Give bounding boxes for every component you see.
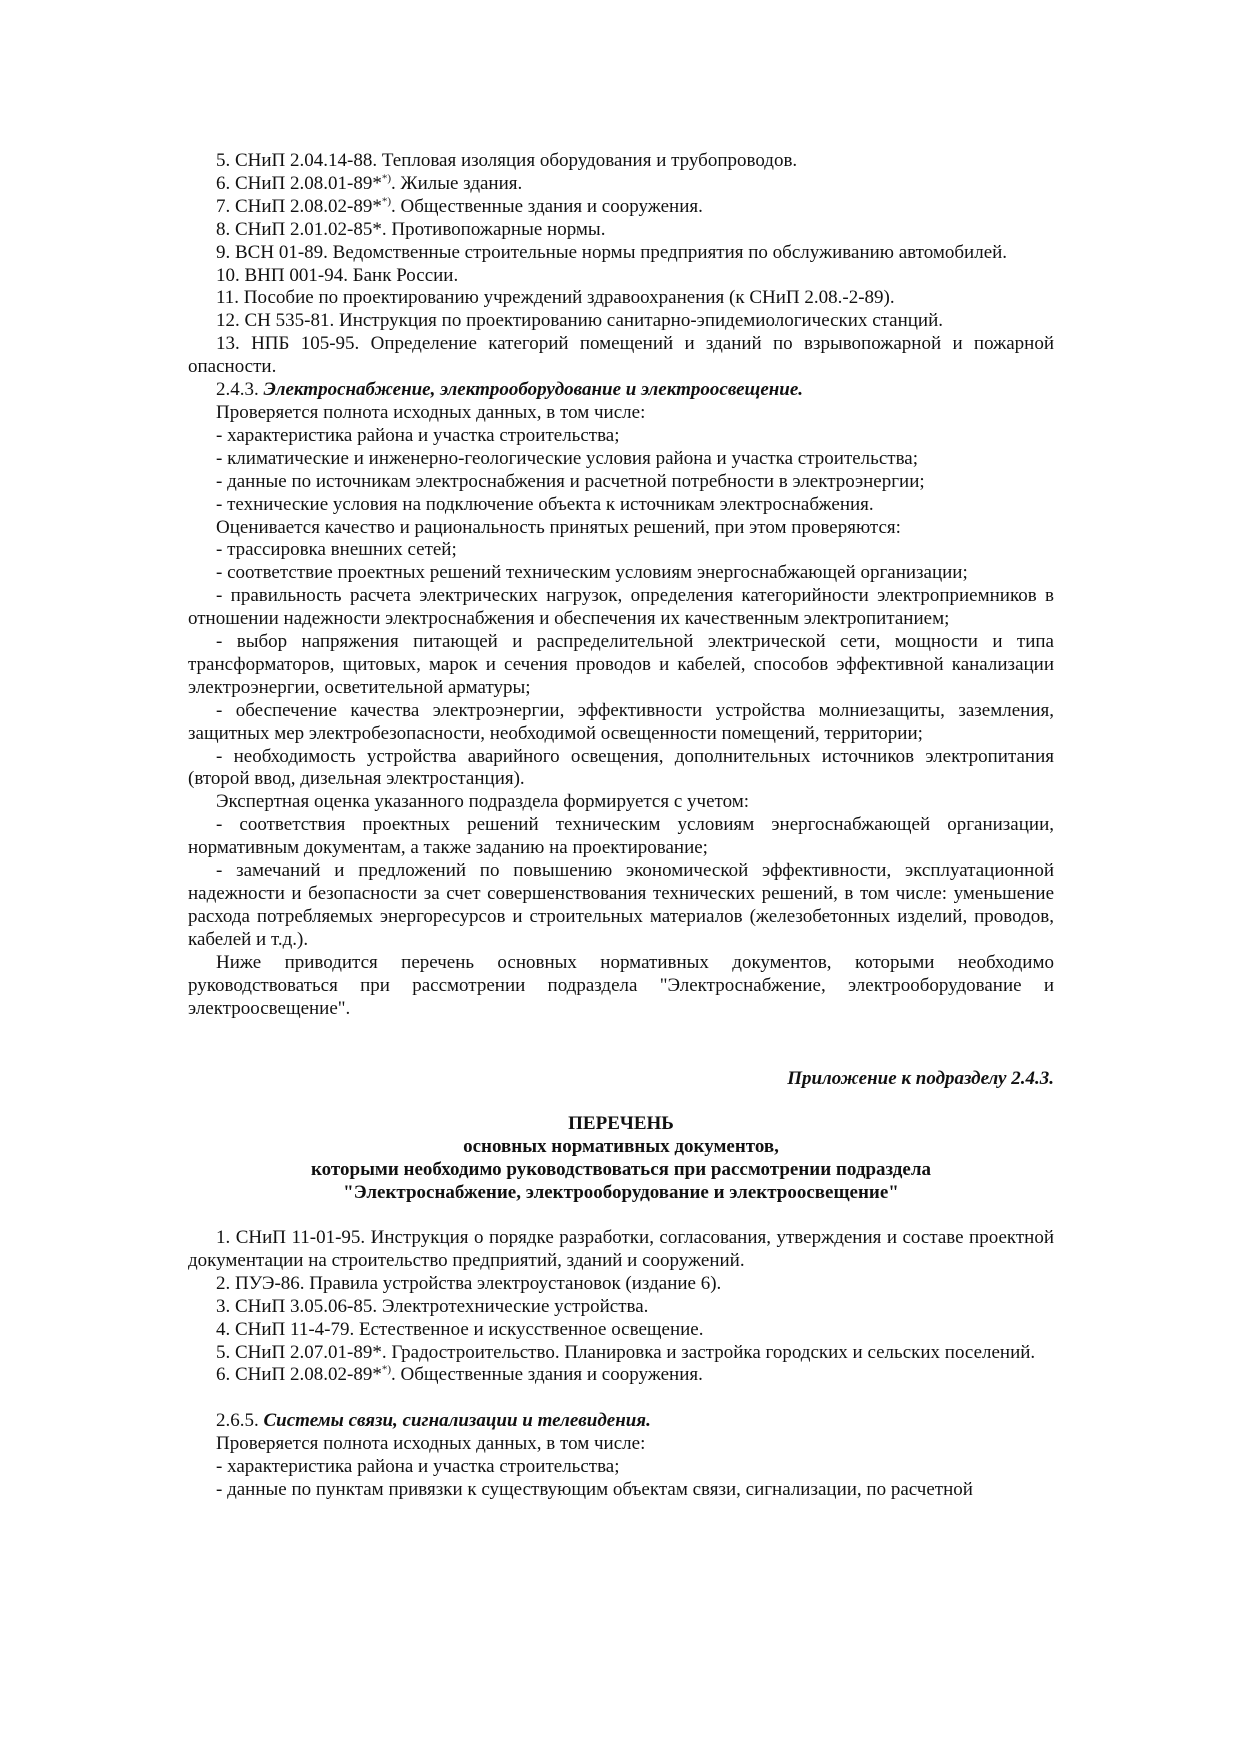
appendix-subheading: основных нормативных документов, [463, 1136, 779, 1158]
section-title: Системы связи, сигнализации и телевидения. [263, 1410, 651, 1432]
paragraph: Оценивается качество и рациональность принятых решений, при этом проверяются: [216, 516, 901, 538]
section-title: Электроснабжение, электрооборудование и электроосвещение. [263, 379, 804, 401]
list-item: 7. СНиП 2.08.02-89**). Общественные здания и сооружения. [216, 195, 703, 217]
list-item: - данные по пунктам привязки к существующим объектам связи, сигнализации, по расчетной [216, 1479, 973, 1501]
list-item: 6. СНиП 2.08.02-89**). Общественные здания и сооружения. [216, 1364, 703, 1386]
list-item: - трассировка внешних сетей; [216, 539, 457, 561]
paragraph: Проверяется полнота исходных данных, в том числе: [216, 1433, 646, 1455]
list-item: 4. СНиП 11-4-79. Естественное и искусственное освещение. [216, 1318, 704, 1340]
appendix-label: Приложение к подразделу 2.4.3. [787, 1068, 1054, 1090]
list-item: - необходимость устройства аварийного освещения, дополнительных источников электропитания (второй ввод, дизельная электростанция). [188, 745, 1054, 790]
list-item: 3. СНиП 3.05.06-85. Электротехнические устройства. [216, 1295, 649, 1317]
list-item: - выбор напряжения питающей и распределительной электрической сети, мощности и типа трансформаторов, щитовых, марок и сечения проводов и кабелей, способов эффективной канализации электроэнергии, осветительной арматуры; [188, 631, 1054, 698]
normative-list-top [188, 150, 1054, 379]
list-item: - обеспечение качества электроэнергии, эффективности устройства молниезащиты, заземления, защитных мер электробезопасности, необходимой освещенности помещений, территории; [188, 699, 1054, 744]
list-item: - климатические и инженерно-геологические условия района и участка строительства; [216, 447, 918, 469]
list-item: - правильность расчета электрических нагрузок, определения категорийности электроприемников в отношении надежности электроснабжения и обеспечения их качественным электропитанием; [188, 585, 1054, 630]
list-item: 5. СНиП 2.04.14-88. Тепловая изоляция оборудования и трубопроводов. [216, 150, 798, 171]
paragraph: Проверяется полнота исходных данных, в том числе: [216, 401, 646, 423]
document-page [188, 150, 1054, 1502]
list-item: 13. НПБ 105-95. Определение категорий помещений и зданий по взрывопожарной и пожарной опасности. [188, 333, 1055, 378]
list-item: 6. СНиП 2.08.01-89**). Жилые здания. [216, 172, 523, 194]
appendix-heading: ПЕРЕЧЕНЬ [568, 1113, 674, 1135]
list-item: 2. ПУЭ-86. Правила устройства электроустановок (издание 6). [216, 1272, 722, 1294]
list-item: 5. СНиП 2.07.01-89*. Градостроительство. Планировка и застройка городских и сельских поселений. [216, 1341, 1036, 1363]
section-heading: 2.4.3. Электроснабжение, электрооборудование и электроосвещение. [216, 379, 804, 401]
list-item: 10. ВНП 001-94. Банк России. [216, 264, 459, 286]
list-item: - характеристика района и участка строительства; [216, 1456, 620, 1478]
appendix [188, 1068, 1054, 1387]
paragraph: Экспертная оценка указанного подраздела формируется с учетом: [216, 791, 750, 813]
section-heading: 2.6.5. Системы связи, сигнализации и телевидения. [216, 1410, 651, 1432]
list-item: 12. СН 535-81. Инструкция по проектированию санитарно-эпидемиологических станций. [216, 310, 944, 332]
list-item: - соответствия проектных решений техническим условиям энергоснабжающей организации, нормативным документам, а также заданию на проектирование; [188, 814, 1054, 859]
appendix-subheading: которыми необходимо руководствоваться при рассмотрении подраздела [310, 1159, 932, 1181]
list-item: - характеристика района и участка строительства; [216, 424, 620, 446]
list-item: - замечаний и предложений по повышению экономической эффективности, эксплуатационной надежности и безопасности за счет совершенствования технических решений, в том числе: уменьшение расхода потребляемых энергоресурсов и строительных материалов (железобетонных изделий, проводов, кабелей и т.д.). [188, 860, 1054, 950]
list-item: - данные по источникам электроснабжения и расчетной потребности в электроэнергии; [216, 470, 925, 492]
paragraph: Ниже приводится перечень основных нормативных документов, которыми необходимо руководствоваться при рассмотрении подраздела "Электроснабжение, электрооборудование и электроосвещение". [188, 951, 1054, 1019]
list-item: 11. Пособие по проектированию учреждений здравоохранения (к СНиП 2.08.-2-89). [216, 287, 895, 309]
section-2-6-5 [188, 1410, 1054, 1502]
list-item: 9. ВСН 01-89. Ведомственные строительные нормы предприятия по обслуживанию автомобилей. [216, 241, 1008, 263]
appendix-subheading: "Электроснабжение, электрооборудование и электроосвещение" [343, 1182, 899, 1204]
list-item: - технические условия на подключение объекта к источникам электроснабжения. [216, 493, 874, 515]
section-2-4-3 [188, 379, 1054, 1020]
list-item: 1. СНиП 11-01-95. Инструкция о порядке разработки, согласования, утверждения и составе проектной документации на строительство предприятий, зданий и сооружений. [188, 1226, 1054, 1271]
list-item: 8. СНиП 2.01.02-85*. Противопожарные нормы. [216, 218, 606, 240]
list-item: - соответствие проектных решений техническим условиям энергоснабжающей организации; [216, 562, 968, 584]
